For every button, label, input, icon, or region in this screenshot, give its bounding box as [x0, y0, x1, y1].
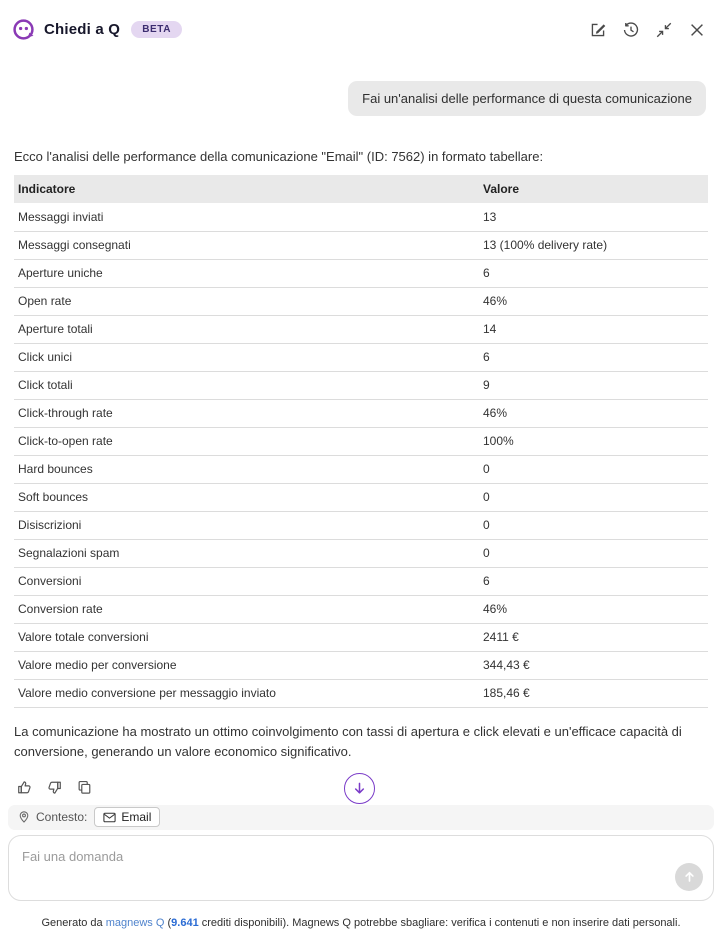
value-cell: 0 — [481, 539, 708, 567]
indicator-cell: Conversioni — [14, 567, 481, 595]
table-row — [14, 231, 708, 259]
beta-badge: BETA — [131, 21, 182, 38]
table-row — [14, 371, 708, 399]
value-cell: 6 — [481, 567, 708, 595]
indicator-cell: Disiscrizioni — [14, 511, 481, 539]
question-input-container — [8, 835, 714, 901]
magnews-q-link[interactable]: magnews Q — [105, 916, 165, 929]
header — [0, 0, 722, 51]
indicator-cell: Aperture totali — [14, 315, 481, 343]
value-cell: 344,43 € — [481, 651, 708, 679]
value-cell: 6 — [481, 343, 708, 371]
history-icon[interactable] — [622, 21, 640, 39]
value-cell: 9 — [481, 371, 708, 399]
email-envelope-icon — [103, 812, 116, 823]
thumbs-up-icon[interactable] — [16, 779, 33, 796]
header-actions — [589, 21, 706, 39]
table-row — [14, 483, 708, 511]
footer-disclaimer — [0, 917, 722, 929]
value-cell: 46% — [481, 399, 708, 427]
indicator-cell: Valore medio conversione per messaggio inviato — [14, 679, 481, 707]
scroll-to-bottom-button[interactable] — [344, 773, 375, 804]
value-cell: 46% — [481, 595, 708, 623]
magnews-q-logo — [12, 18, 35, 41]
footer-mid: ( — [164, 916, 172, 929]
table-row — [14, 651, 708, 679]
table-row — [14, 287, 708, 315]
indicator-cell: Conversion rate — [14, 595, 481, 623]
assistant-summary: La comunicazione ha mostrato un ottimo coinvolgimento con tassi di apertura e click elevati e un'efficace capacità di conversione, generando un valore economico significativo. — [14, 723, 682, 759]
table-row — [14, 427, 708, 455]
assistant-intro: Ecco l'analisi delle performance della comunicazione "Email" (ID: 7562) in formato tabellare: — [14, 149, 544, 164]
value-cell: 0 — [481, 455, 708, 483]
value-cell: 46% — [481, 287, 708, 315]
context-label: Contesto: — [36, 810, 88, 825]
indicator-cell: Click unici — [14, 343, 481, 371]
context-bar — [8, 805, 714, 830]
send-button[interactable] — [675, 863, 703, 891]
credits-count: 9.641 — [171, 916, 199, 929]
performance-table — [14, 175, 708, 708]
context-chip-email[interactable] — [94, 807, 160, 827]
table-row — [14, 259, 708, 287]
user-message-bubble: Fai un'analisi delle performance di questa comunicazione — [348, 81, 706, 116]
indicator-cell: Messaggi consegnati — [14, 231, 481, 259]
value-cell: 13 — [481, 203, 708, 231]
table-row — [14, 455, 708, 483]
indicator-cell: Valore totale conversioni — [14, 623, 481, 651]
table-row — [14, 315, 708, 343]
indicator-cell: Click-to-open rate — [14, 427, 481, 455]
value-cell: 6 — [481, 259, 708, 287]
value-cell: 185,46 € — [481, 679, 708, 707]
indicator-cell: Aperture uniche — [14, 259, 481, 287]
page-title: Chiedi a Q — [44, 21, 121, 38]
table-row — [14, 399, 708, 427]
column-header-valore: Valore — [481, 175, 708, 203]
table-row — [14, 679, 708, 707]
copy-icon[interactable] — [76, 779, 93, 796]
indicator-cell: Soft bounces — [14, 483, 481, 511]
indicator-cell: Open rate — [14, 287, 481, 315]
table-row — [14, 343, 708, 371]
value-cell: 0 — [481, 511, 708, 539]
question-input[interactable] — [9, 836, 713, 900]
value-cell: 100% — [481, 427, 708, 455]
indicator-cell: Segnalazioni spam — [14, 539, 481, 567]
value-cell: 2411 € — [481, 623, 708, 651]
arrow-up-icon — [682, 869, 697, 884]
thumbs-down-icon[interactable] — [46, 779, 63, 796]
footer-suffix: crediti disponibili). Magnews Q potrebbe sbagliare: verifica i contenuti e non inserire dati personali. — [198, 916, 681, 929]
indicator-cell: Messaggi inviati — [14, 203, 481, 231]
indicator-cell: Valore medio per conversione — [14, 651, 481, 679]
indicator-cell: Hard bounces — [14, 455, 481, 483]
table-header-row — [14, 175, 708, 203]
user-message-row — [0, 81, 722, 116]
table-row — [14, 595, 708, 623]
table-row — [14, 511, 708, 539]
table-row — [14, 567, 708, 595]
new-chat-icon[interactable] — [589, 21, 607, 39]
table-row — [14, 203, 708, 231]
footer-prefix: Generato da — [41, 916, 106, 929]
table-row — [14, 539, 708, 567]
value-cell: 0 — [481, 483, 708, 511]
indicator-cell: Click-through rate — [14, 399, 481, 427]
close-icon[interactable] — [688, 21, 706, 39]
context-chip-label: Email — [121, 810, 152, 825]
minimize-icon[interactable] — [655, 21, 673, 39]
column-header-indicatore: Indicatore — [14, 175, 481, 203]
indicator-cell: Click totali — [14, 371, 481, 399]
location-pin-icon — [17, 810, 31, 824]
table-row — [14, 623, 708, 651]
value-cell: 14 — [481, 315, 708, 343]
arrow-down-icon — [351, 780, 368, 797]
value-cell: 13 (100% delivery rate) — [481, 231, 708, 259]
